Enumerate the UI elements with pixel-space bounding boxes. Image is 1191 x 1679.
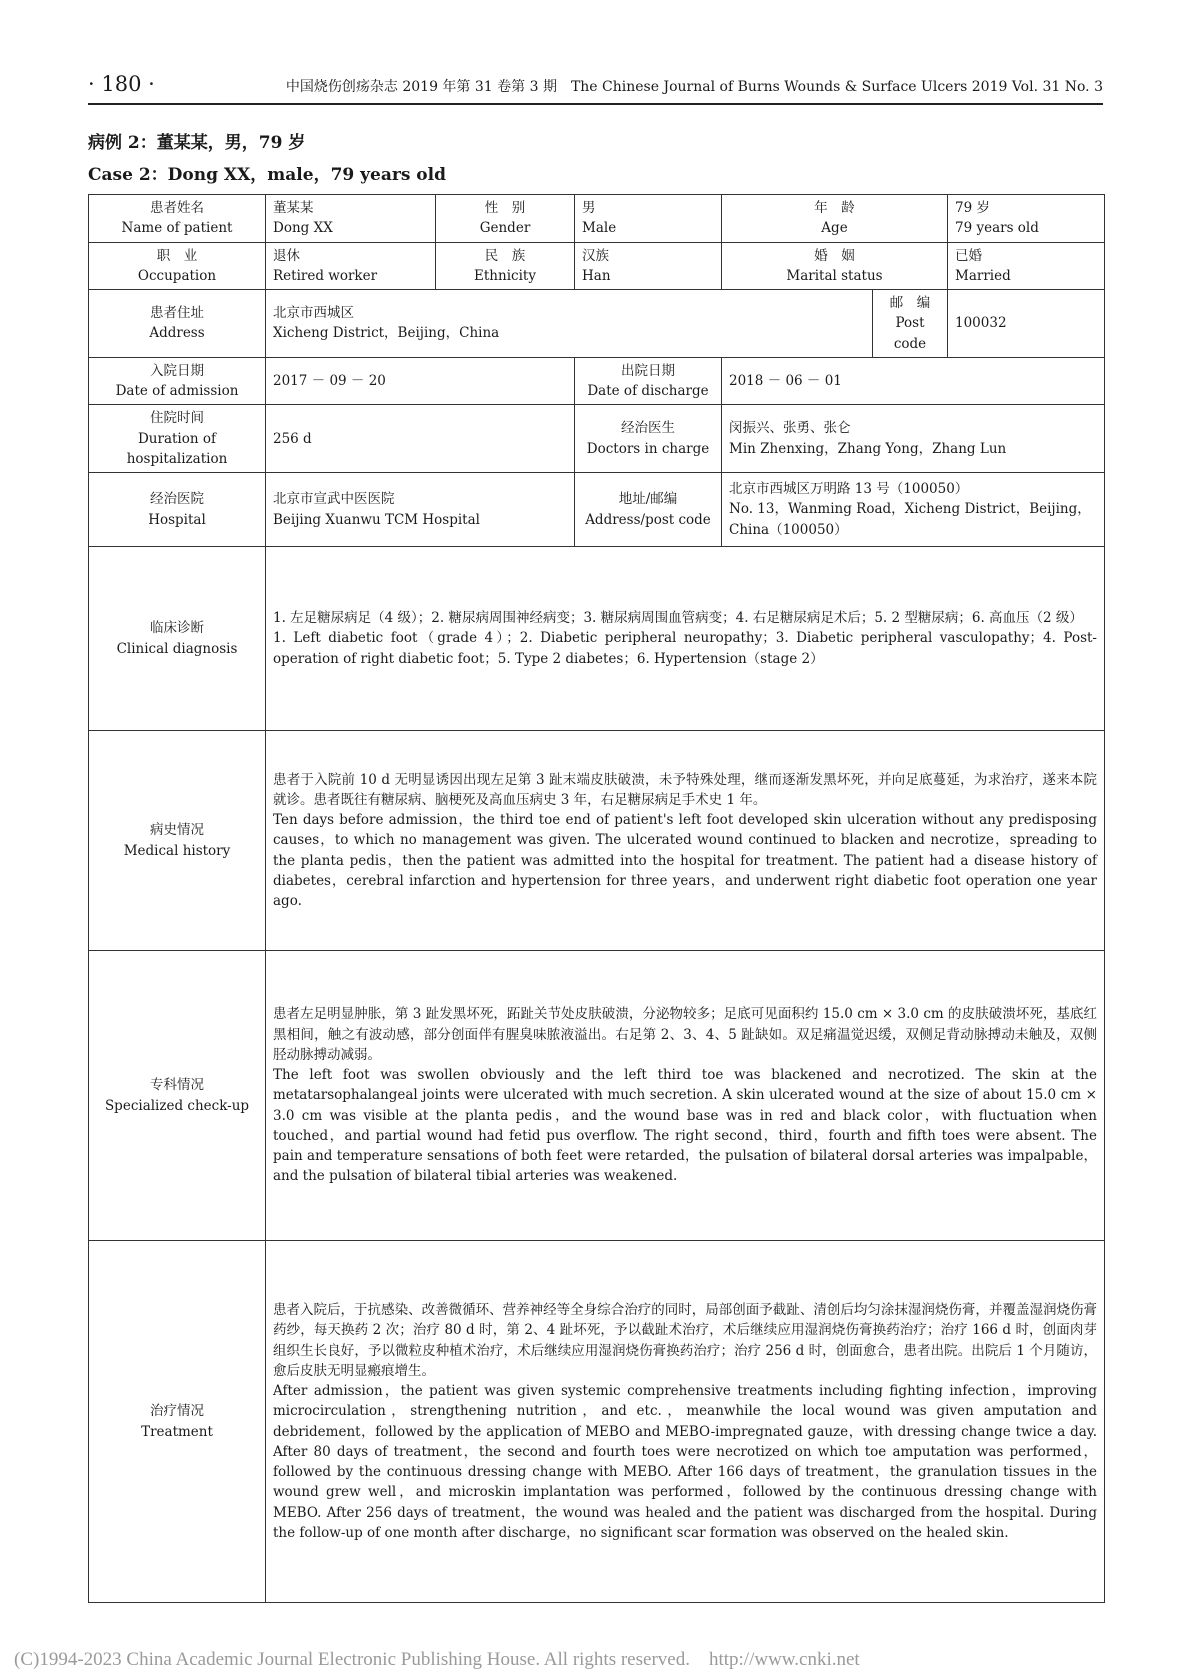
duration-label: 住院时间 Duration of hospitalization [89,405,266,473]
diagnosis-label: 临床诊断 Clinical diagnosis [89,547,266,731]
table-row [89,290,1105,358]
gender-label: 性 别 Gender [436,195,575,243]
table-row [89,951,1105,1241]
checkup-label: 专科情况 Specialized check-up [89,951,266,1241]
hospital-label: 经治医院 Hospital [89,473,266,547]
case-title-zh: 病例 2：董某某，男，79 岁 [88,133,306,153]
gender-value: 男 Male [575,195,722,243]
journal-running-title: 中国烧伤创疡杂志 2019 年第 31 卷第 3 期 The Chinese Journal of Burns Wounds & Surface Ulcers 2019 Vol. 31 No. 3 [285,79,1103,95]
address-value: 北京市西城区 Xicheng District，Beijing，China [266,290,873,358]
hospital-value: 北京市宣武中医医院 Beijing Xuanwu TCM Hospital [266,473,575,547]
occupation-label: 职 业 Occupation [89,242,266,290]
hospital-address-label: 地址/邮编 Address/post code [575,473,722,547]
name-label: 患者姓名 Name of patient [89,195,266,243]
treatment-label: 治疗情况 Treatment [89,1241,266,1603]
diagnosis-text: 1. 左足糖尿病足（4 级）；2. 糖尿病周围神经病变；3. 糖尿病周围血管病变；4. 右足糖尿病足术后；5. 2 型糖尿病；6. 高血压（2 级） 1. Left diabetic foot（grade 4）；2. Diabetic peripheral neuropathy；3. Diabetic peripheral vasculopathy；4. Post-operation of right diabetic foot；5. Type 2 diabetes；6. Hypertension（stage 2） [266,547,1105,731]
case-title-en: Case 2：Dong XX，male，79 years old [88,165,446,185]
marital-value: 已婚 Married [948,242,1105,290]
copyright-footer: (C)1994-2023 China Academic Journal Electronic Publishing House. All rights reserved. http://www.cnki.net [14,1649,860,1670]
occupation-value: 退休 Retired worker [266,242,436,290]
marital-label: 婚 姻 Marital status [722,242,948,290]
page-header [88,70,1103,100]
page-number: · 180 · [88,72,155,96]
hospital-address-value: 北京市西城区万明路 13 号（100050） No. 13，Wanming Road，Xicheng District，Beijing，China（100050） [722,473,1105,547]
history-text: 患者于入院前 10 d 无明显诱因出现左足第 3 趾末端皮肤破溃，未予特殊处理，继而逐渐发黑坏死，并向足底蔓延，为求治疗，遂来本院就诊。患者既往有糖尿病、脑梗死及高血压病史 3 年，右足糖尿病足手术史 1 年。 Ten days before admission，the third toe end of patient's left foot developed skin ulceration without any predisposing causes，to which no management was given. The ulcerated wound continued to blacken and necrotize，spreading to the planta pedis，then the patient was admitted into the hospital for treatment. The patient had a disease history of diabetes，cerebral infarction and hypertension for three years，and underwent right diabetic foot operation one year ago. [266,731,1105,951]
table-row [89,731,1105,951]
ethnicity-label: 民 族 Ethnicity [436,242,575,290]
name-value: 董某某 Dong XX [266,195,436,243]
doctors-value: 闵振兴、张勇、张仑 Min Zhenxing，Zhang Yong，Zhang Lun [722,405,1105,473]
admission-label: 入院日期 Date of admission [89,357,266,405]
table-row [89,195,1105,243]
age-label: 年 龄 Age [722,195,948,243]
table-row [89,547,1105,731]
table-row [89,1241,1105,1603]
postcode-label: 邮 编 Post code [873,290,948,358]
case-record-table [88,194,1105,1603]
table-row [89,473,1105,547]
discharge-value: 2018 － 06 － 01 [722,357,1105,405]
checkup-text: 患者左足明显肿胀，第 3 趾发黑坏死，跖趾关节处皮肤破溃，分泌物较多；足底可见面积约 15.0 cm × 3.0 cm 的皮肤破溃坏死，基底红黑相间，触之有波动感，部分创面伴有腥臭味脓液溢出。右足第 2、3、4、5 趾缺如。双足痛温觉迟缓，双侧足背动脉搏动未触及，双侧胫动脉搏动减弱。 The left foot was swollen obviously and the left third toe was blackened and necrotized. The skin at the metatarsophalangeal joints were ulcerated with much secretion. A skin ulcerated wound at the size of about 15.0 cm × 3.0 cm was visible at the planta pedis，and the wound base was in red and black color，with fluctuation when touched，and partial wound had fetid pus overflow. The right second，third，fourth and fifth toes were absent. The pain and temperature sensations of both feet were retarded，the pulsation of bilateral dorsal arteries was impalpable，and the pulsation of bilateral tibial arteries was weakened. [266,951,1105,1241]
treatment-text: 患者入院后，于抗感染、改善微循环、营养神经等全身综合治疗的同时，局部创面予截趾、清创后均匀涂抹湿润烧伤膏，并覆盖湿润烧伤膏药纱，每天换药 2 次；治疗 80 d 时，第 2、4 趾坏死，予以截趾术治疗，术后继续应用湿润烧伤膏换药治疗；治疗 166 d 时，创面肉芽组织生长良好，予以微粒皮种植术治疗，术后继续应用湿润烧伤膏换药治疗；治疗 256 d 时，创面愈合，患者出院。出院后 1 个月随访，愈后皮肤无明显瘢痕增生。 After admission，the patient was given systemic comprehensive treatments including fighting infection，improving microcirculation，strengthening nutrition，and etc.，meanwhile the local wound was given amputation and debridement，followed by the application of MEBO and MEBO-impregnated gauze，with dressing change twice a day. After 80 days of treatment，the second and fourth toes were necrotized on which toe amputation was performed，followed by the continuous dressing change with MEBO. After 166 days of treatment，the granulation tissues in the wound grew well，and microskin implantation was performed，followed by the continuous dressing change with MEBO. After 256 days of treatment，the wound was healed and the patient was discharged from the hospital. During the follow-up of one month after discharge，no significant scar formation was observed on the healed skin. [266,1241,1105,1603]
duration-value: 256 d [266,405,575,473]
table-row [89,405,1105,473]
admission-value: 2017 － 09 － 20 [266,357,575,405]
header-rule [88,103,1103,105]
history-label: 病史情况 Medical history [89,731,266,951]
table-row [89,357,1105,405]
postcode-value: 100032 [948,290,1105,358]
address-label: 患者住址 Address [89,290,266,358]
discharge-label: 出院日期 Date of discharge [575,357,722,405]
ethnicity-value: 汉族 Han [575,242,722,290]
table-row [89,242,1105,290]
age-value: 79 岁 79 years old [948,195,1105,243]
doctors-label: 经治医生 Doctors in charge [575,405,722,473]
